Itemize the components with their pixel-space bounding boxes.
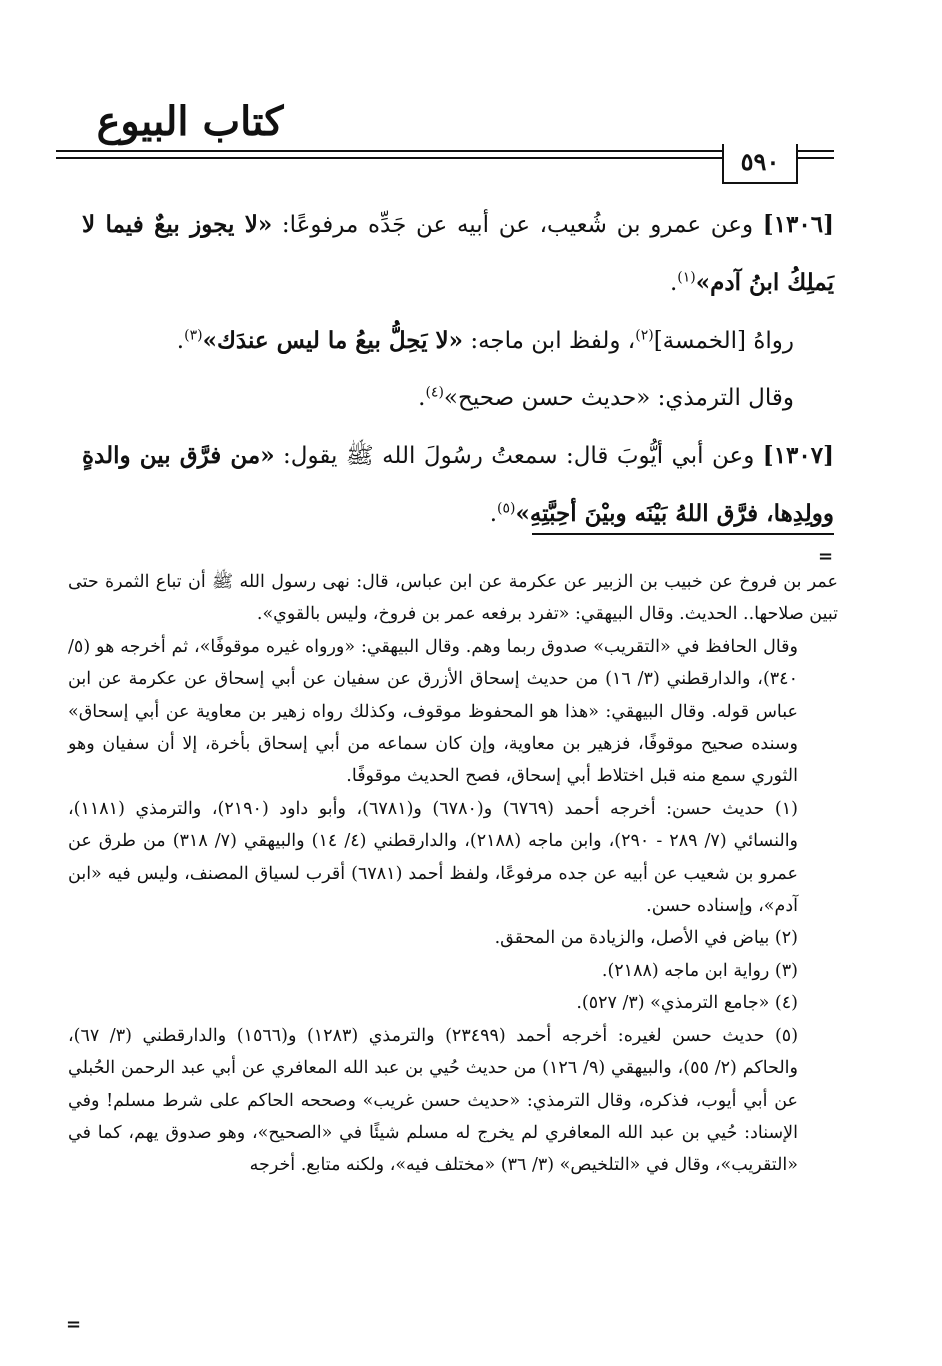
hadith-text: «لا يجوز بيعٌ فيما لا يَملِكُ ابنُ آدم»	[82, 211, 834, 296]
header-rule-top	[56, 150, 834, 152]
rawah-text-2: ، ولفظ ابن ماجه:	[463, 328, 636, 354]
punctuation: .	[489, 501, 497, 527]
hadith-text: «لا يَحِلُّ بيعُ ما ليس عندَك»	[202, 327, 464, 354]
tirmidhi-line	[82, 370, 834, 427]
tirmidhi-text: وقال الترمذي: «حديث حسن صحيح»	[443, 385, 794, 411]
footnote-2: (٢) بياض في الأصل، والزيادة من المحقق.	[494, 928, 798, 949]
footnote-continued: عمر بن فروخ عن خبيب بن الزبير عن عكرمة عن ابن عباس، قال: نهى رسول الله ﷺ أن تباع الثمرة حتى تبين صلاحها.. الحديث. وقال البيهقي: «تفرد برفعه عمر بن فروخ، وليس بالقوي».	[68, 572, 838, 625]
hadith-intro: وعن أبي أيُّوبَ قال: سمعتُ رسُولَ الله ﷺ يقول:	[274, 443, 763, 469]
footnote-1: (١) حديث حسن: أخرجه أحمد (٦٧٦٩) و(٦٧٨٠) و(٦٧٨١)، وأبو داود (٢١٩٠)، والترمذي (١١٨١)، والنسائي (٧/ ٢٨٩ - ٢٩٠)، وابن ماجه (٢١٨٨)، والدارقطني (٤/ ١٤) والبيهقي (٧/ ٣١٨) من طرق عن عمرو بن شعيب عن أبيه عن جده مرفوعًا، ولفظ أحمد (٦٧٨١) أقرب لسياق المصنف، وليس فيه «ابن آدم»، وإسناده حسن.	[68, 798, 799, 917]
main-text	[82, 196, 834, 543]
header-rule-right	[796, 157, 834, 159]
footnote-3: (٣) رواية ابن ماجه (٢١٨٨).	[601, 960, 798, 981]
footnote-ref: (٢)	[635, 327, 654, 344]
rawah-line	[82, 312, 834, 370]
punctuation: .	[418, 385, 426, 411]
footnote-continued-2: وقال الحافظ في «التقريب» صدوق ربما وهم. وقال البيهقي: «ورواه غيره موقوفًا»، ثم أخرجه هو (٥/ ٣٤٠)، والدارقطني (٣/ ١٦) من حديث إسحاق الأزرق عن سفيان عن أبي إسحاق عن عكرمة عن ابن عباس قوله. وقال البيهقي: «هذا هو المحفوظ موقوف، وكذلك رواه زهير بن معاوية عن أبي إسحاق» وسنده صحيح موقوفًا، فزهير بن معاوية، وإن كان سماعه من أبي إسحاق بأخرة، إلا أن سفيان وهو الثوري سمع منه قبل اختلاط أبي إسحاق، فصح الحديث موقوفًا.	[68, 636, 798, 787]
header-rule-left	[56, 157, 722, 159]
footnote-4: (٤) «جامع الترمذي» (٣/ ٥٢٧).	[576, 993, 798, 1014]
footnote-ref: (٥)	[497, 500, 516, 517]
hadith-intro: وعن عمرو بن شُعيب، عن أبيه عن جَدِّه مرفوعًا:	[272, 212, 763, 238]
footnote-ref: (١)	[677, 269, 696, 286]
punctuation: .	[669, 270, 678, 296]
page-number: ٥٩٠	[722, 144, 798, 184]
continuation-marker-top: =	[818, 546, 834, 567]
footnote-separator	[532, 533, 834, 535]
footnotes	[68, 566, 838, 1182]
hadith-number: [١٣٠٧]	[762, 442, 834, 469]
hadith-1307	[82, 427, 834, 543]
chapter-title: كتاب البيوع	[96, 98, 284, 145]
footnote-5: (٥) حديث حسن لغيره: أخرجه أحمد (٢٣٤٩٩) والترمذي (١٢٨٣) و(١٥٦٦) والدارقطني (٣/ ٦٧)، والحاكم (٢/ ٥٥)، والبيهقي (٩/ ١٢٦) من حديث حُيي بن عبد الله المعافري عن أبي عبد الرحمن الحُبلي عن أبي أيوب، فذكره، وقال الترمذي: «حديث حسن غريب» وصححه الحاكم على شرط مسلم! وفي الإسناد: حُيي بن عبد الله المعافري لم يخرج له مسلم شيئًا في «الصحيح»، وهو صدوق يهم، كما في «التقريب»، وقال في «التلخيص» (٣/ ٣٦) «مختلف فيه»، ولكنه متابع. أخرجه	[68, 1025, 799, 1176]
hadith-number: [١٣٠٦]	[762, 211, 834, 238]
punctuation: .	[176, 328, 185, 354]
rawah-text: رواهُ [الخمسة]	[653, 328, 794, 354]
hadith-1306	[82, 196, 834, 312]
hadith-text: «من فرَّق بين والدةٍ وولِدِها، فرَّق اللهُ بَيْنَه وبيْنَ أحِبَّتِهِ»	[82, 442, 834, 527]
footnote-ref: (٤)	[425, 384, 444, 401]
footnote-ref: (٣)	[184, 327, 203, 344]
continuation-marker-bottom: =	[66, 1314, 82, 1335]
